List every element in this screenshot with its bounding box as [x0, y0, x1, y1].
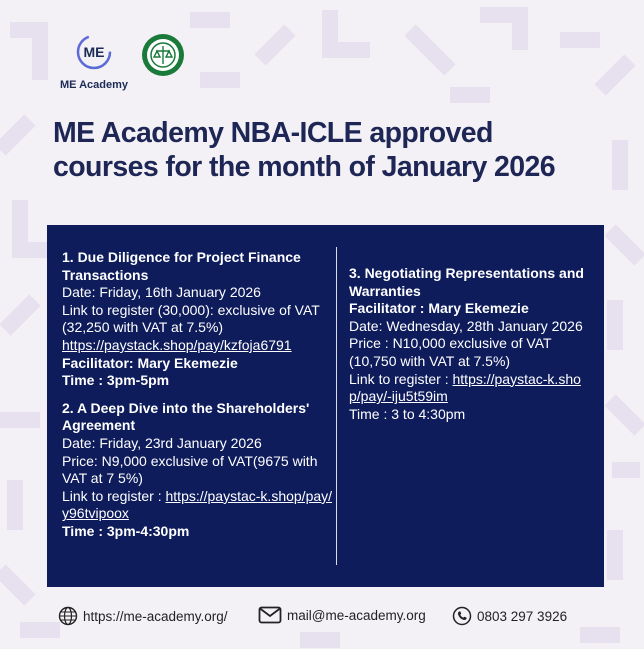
page-title [53, 117, 633, 185]
courses-panel [47, 225, 604, 587]
course-title: 3. Negotiating Representations and Warranties [349, 265, 584, 299]
nba-icle-seal-icon [141, 33, 185, 77]
me-academy-logo [54, 32, 134, 91]
course-date: Date: Wednesday, 28th January 2026 [349, 317, 583, 334]
register-line [349, 371, 589, 406]
courses-right-column [349, 265, 589, 433]
course-price: Price: N9,000 exclusive of VAT(9675 with VAT at 7 5%) [62, 452, 318, 487]
website-link[interactable]: https://me-academy.org/ [83, 608, 228, 624]
register-link[interactable]: https://paystack.shop/pay/kzfoja6791 [62, 336, 292, 353]
course-title: 2. A Deep Dive into the Shareholders' Agreement [62, 399, 310, 434]
logo-name: ME Academy [59, 79, 129, 91]
footer-phone [452, 606, 567, 626]
title-line-1: ME Academy NBA-ICLE approved [53, 117, 493, 149]
course-time: Time : 3pm-4:30pm [62, 522, 190, 539]
course-price: Price : N10,000 exclusive of VAT (10,750 with VAT at 7.5%) [349, 335, 552, 369]
register-link[interactable]: https://paystac-k.shop/pay/y96tvipoox [62, 487, 333, 522]
course-date: Date: Friday, 23rd January 2026 [62, 434, 262, 451]
course-time: Time : 3pm-5pm [62, 372, 170, 389]
footer-email [258, 606, 426, 624]
me-academy-logo-icon [74, 32, 114, 72]
register-label: Link to register : [62, 487, 166, 504]
course-price: Link to register (30,000): exclusive of VAT (32,250 with VAT at 7.5%) [62, 301, 320, 336]
course-date: Date: Friday, 16th January 2026 [62, 284, 261, 301]
globe-icon [58, 606, 78, 626]
svg-text:ME: ME [83, 44, 105, 60]
course-facilitator: Facilitator : Mary Ekemezie [349, 300, 529, 317]
register-line [62, 488, 337, 523]
course-title: 1. Due Diligence for Project Finance Transactions [62, 249, 301, 283]
course-2 [62, 400, 337, 541]
course-time: Time : 3 to 4:30pm [349, 405, 466, 422]
email-link[interactable]: mail@me-academy.org [287, 607, 426, 623]
register-link[interactable]: https://paystac-k.shop/pay/-iju5t59im [349, 370, 581, 405]
mail-icon [258, 606, 282, 624]
footer-website [58, 606, 228, 626]
course-1 [62, 249, 337, 390]
course-facilitator: Facilitator: Mary Ekemezie [62, 354, 238, 371]
phone-icon [452, 606, 472, 626]
course-3 [349, 265, 589, 423]
title-line-2: courses for the month of January 2026 [53, 150, 556, 183]
contact-footer [58, 606, 628, 628]
register-label: Link to register : [349, 370, 453, 387]
column-divider [336, 247, 337, 565]
phone-number[interactable]: 0803 297 3926 [477, 608, 568, 624]
courses-left-column [62, 249, 337, 551]
